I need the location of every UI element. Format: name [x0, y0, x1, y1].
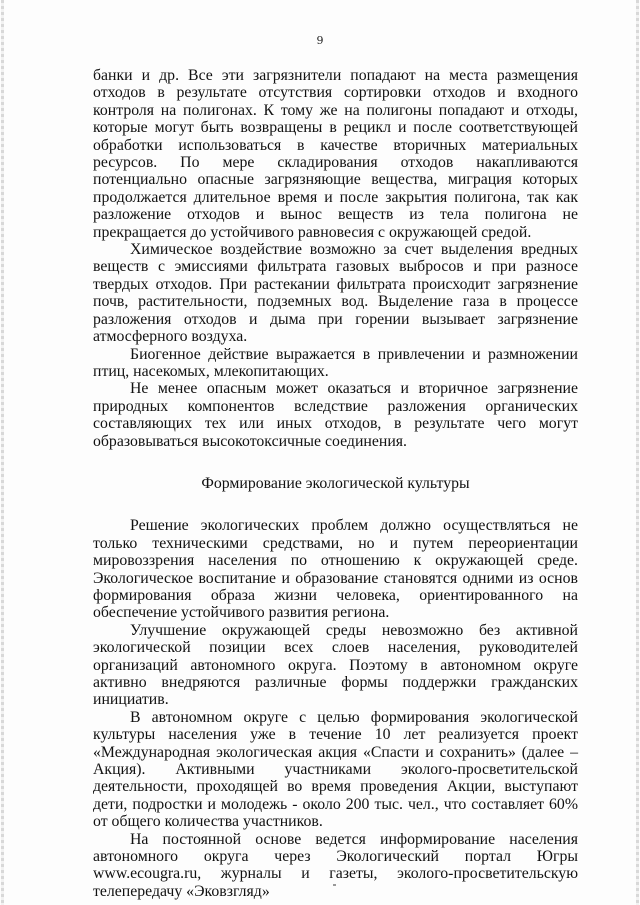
paragraph-secondary-pollution: Не менее опасным может оказаться и вторичное загрязнение природных компонентов вследствие разложения органических составляющих тех или иных отходов, в результате чего могут образовываться высокотоксичные соединения. [93, 380, 578, 450]
paragraph-chemical-impact: Химическое воздействие возможно за счет выделения вредных веществ с эмиссиями фильтрата газовых выбросов и при разносе твердых отходов. При растекании фильтрата происходит загрязнение почв, растительности, подземных вод. Выделение газа в процессе разложения отходов и дыма при горении вызывает загрязнение атмосферного воздуха. [93, 241, 578, 346]
paragraph-public-information: На постоянной основе ведется информирование населения автономного округа через Экологический портал Югры www.ecougra.ru, журналы и газеты, эколого-просветительскую телепередачу «Эковзгляд» [93, 830, 578, 900]
paragraph-biogenic-impact: Биогенное действие выражается в привлечении и размножении птиц, насекомых, млекопитающих. [93, 345, 578, 380]
paragraph-ecological-action: В автономном округе с целью формирования экологической культуры населения уже в течение 10 лет реализуется проект «Международная экологическая акция «Спасти и сохранить» (далее – Акция). Активными участниками эколого-просветительской деятельности, проходящей во время проведения Акции, выступают дети, подростки и молодежь - около 200 тыс. чел., что составляет 60% от общего количества участников. [93, 708, 578, 831]
page-number: 9 [316, 34, 324, 47]
paragraph-ecological-solutions: Решение экологических проблем должно осуществляться не только техническими средствами, но и путем переориентации мировоззрения населения по отношению к окружающей среде. Экологическое воспитание и образование становятся одними из основ формирования образа жизни человека, ориентированного на обеспечение устойчивого развития региона. [93, 517, 578, 622]
scan-speck [333, 884, 336, 886]
section-heading: Формирование экологической культуры [201, 474, 470, 492]
document-body [93, 67, 578, 900]
paragraph-environment-improvement: Улучшение окружающей среды невозможно без активной экологической позиции всех слоев населения, руководителей организаций автономного округа. Поэтому в автономном округе активно внедряются различные формы поддержки гражданских инициатив. [93, 621, 578, 709]
scan-edge-left [1, 0, 4, 905]
scan-edge-right [636, 0, 639, 905]
paragraph-continuation: банки и др. Все эти загрязнители попадают на места размещения отходов в результате отсутствия сортировки отходов и входного контроля на полигонах. К тому же на полигоны попадают и отходы, которые могут быть возвращены в рецикл и после соответствующей обработки использоваться в качестве вторичных материальных ресурсов. По мере складирования отходов накапливаются потенциально опасные загрязняющие вещества, миграция которых продолжается длительное время и после закрытия полигона, так как разложение отходов и вынос веществ из тела полигона не прекращается до устойчивого равновесия с окружающей средой. [93, 67, 578, 241]
